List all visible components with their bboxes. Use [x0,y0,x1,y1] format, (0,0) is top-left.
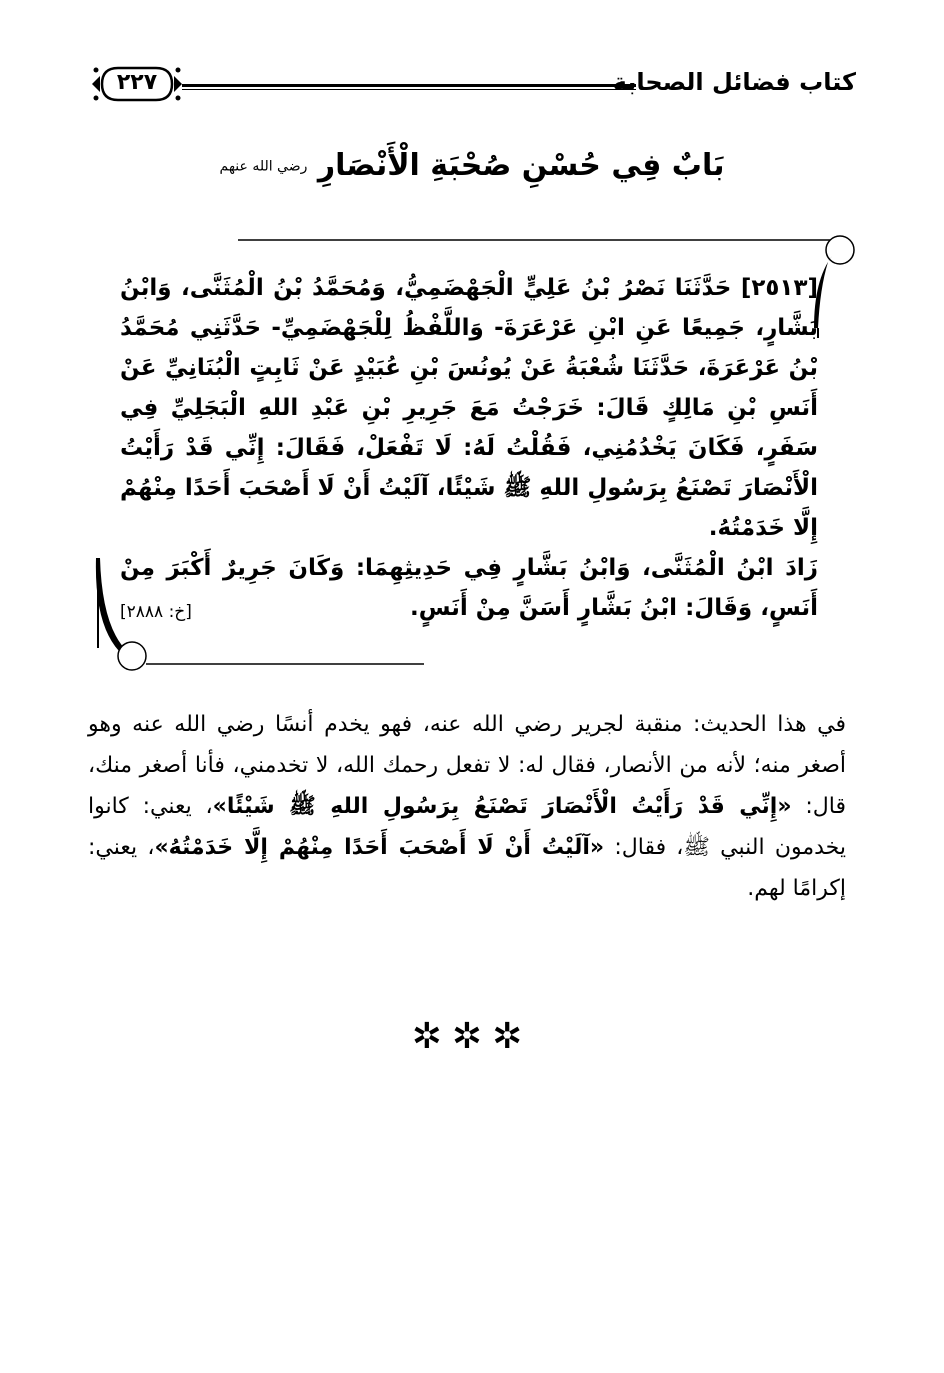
commentary [88,704,846,909]
commentary-quote-2: «آلَيْتُ أَنْ لَا أَصْحَبَ أَحَدًا مِنْهُمْ إِلَّا خَدَمْتُهُ» [154,835,605,860]
source-reference: [خ: ٢٨٨٨] [120,602,192,622]
commentary-paragraph [88,704,846,909]
page-number: ٢٢٧ [116,70,158,95]
commentary-text-1: في هذا الحديث: منقبة لجرير رضي الله عنه، فهو يخدم أنسًا رضي الله عنه وهو أصغر منه؛ لأنه من الأنصار، فقال له: لا تفعل رحمك الله، لا تخدمني، فأنا أصغر منك، قال: [88,712,846,819]
hadith-number: [٢٥١٣] [740,275,818,301]
header-rule [182,84,636,90]
hadith-addition-text: زَادَ ابْنُ الْمُثَنَّى، وَابْنُ بَشَّارٍ فِي حَدِيثِهِمَا: وَكَانَ جَرِيرٌ أَكْبَرَ مِنْ أَنَسٍ، وَقَالَ: ابْنُ بَشَّارٍ أَسَنَّ مِنْ أَنَسٍ. [120,555,818,621]
honorific-mark: رضي الله عنهم [219,158,308,175]
chapter-title-text: بَابٌ فِي حُسْنِ صُحْبَةِ الْأَنْصَارِ [317,148,725,183]
running-header [88,60,856,110]
book-title: كتاب فضائل الصحابة [612,68,856,96]
commentary-text-3: ، يعني: إكرامًا لهم. [88,835,846,901]
section-divider-icon: ✲✲✲ [411,1016,533,1057]
commentary-text-2: ، يعني: كانوا يخدمون النبي ﷺ، فقال: [88,794,846,860]
page-number-ornament [88,60,186,108]
chapter-title [180,148,764,183]
hadith-body: حَدَّثَنَا نَصْرُ بْنُ عَلِيٍّ الْجَهْضَمِيُّ، وَمُحَمَّدُ بْنُ الْمُثَنَّى، وَابْنُ بَشَّارٍ، جَمِيعًا عَنِ ابْنِ عَرْعَرَةَ- وَاللَّفْظُ لِلْجَهْضَمِيِّ- حَدَّثَنِي مُحَمَّدُ بْنُ عَرْعَرَةَ، حَدَّثَنَا شُعْبَةُ عَنْ يُونُسَ بْنِ عُبَيْدٍ عَنْ ثَابِتٍ الْبُنَانِيِّ عَنْ أَنَسِ بْنِ مَالِكٍ قَالَ: خَرَجْتُ مَعَ جَرِيرِ بْنِ عَبْدِ اللهِ الْبَجَلِيِّ فِي سَفَرٍ، فَكَانَ يَخْدُمُنِي، فَقُلْتُ لَهُ: لَا تَفْعَلْ، فَقَالَ: إِنِّي قَدْ رَأَيْتُ الْأَنْصَارَ تَصْنَعُ بِرَسُولِ اللهِ ﷺ شَيْئًا، آلَيْتُ أَنْ لَا أَصْحَبَ أَحَدًا مِنْهُمْ إِلَّا خَدَمْتُهُ. [120,275,818,541]
hadith-addition [120,548,818,628]
hadith-text [120,268,818,628]
hadith-isnad-matn [120,268,818,548]
commentary-quote-1: «إِنِّي قَدْ رَأَيْتُ الْأَنْصَارَ تَصْنَعُ بِرَسُولِ اللهِ ﷺ شَيْئًا» [212,794,792,819]
